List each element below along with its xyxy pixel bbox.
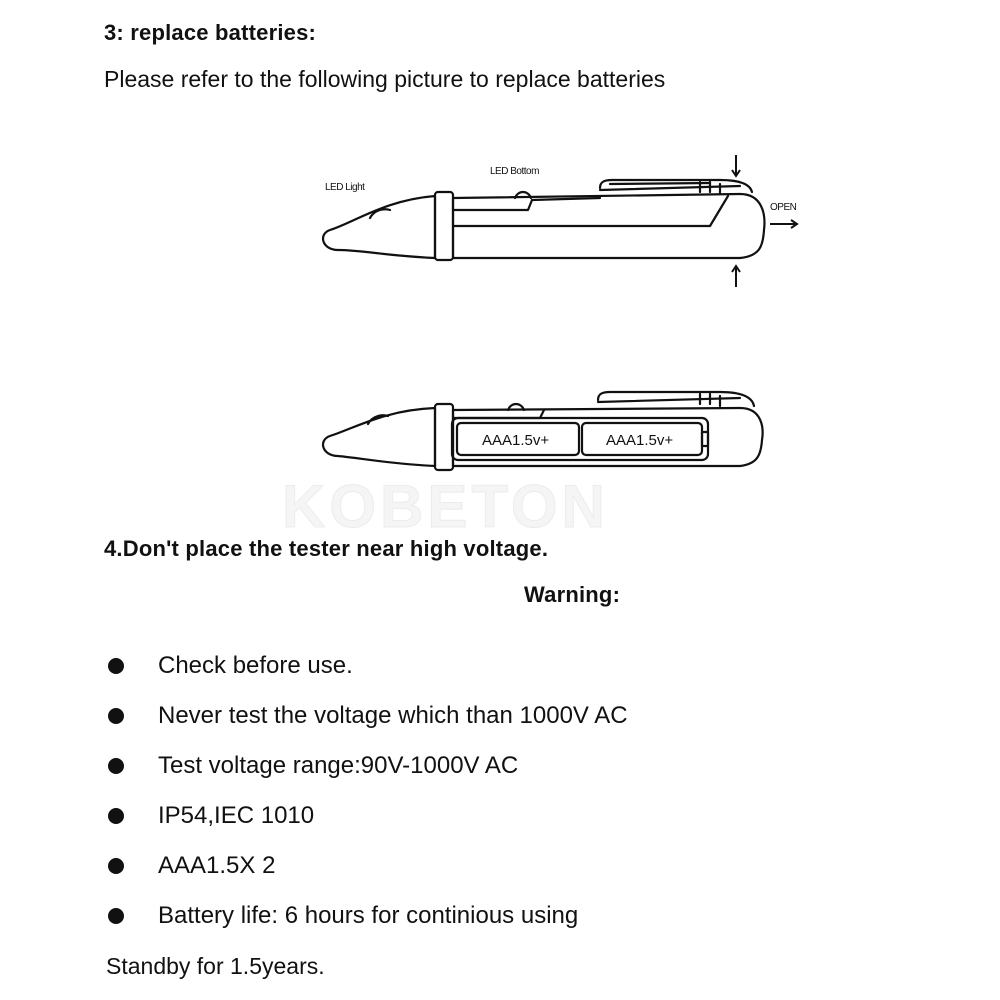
list-item: Test voltage range:90V-1000V AC: [108, 750, 628, 800]
list-item: AAA1.5X 2: [108, 850, 628, 900]
section4-heading: 4.Don't place the tester near high voltage.: [104, 536, 549, 561]
tester-closed-diagram: [300, 150, 820, 300]
battery-1-label: AAA1.5v+: [482, 432, 550, 449]
bullet-icon: [108, 808, 124, 824]
warning-heading: Warning:: [524, 582, 621, 607]
open-label: OPEN: [770, 202, 797, 213]
section3-heading: 3: replace batteries:: [104, 20, 317, 45]
tester-closed-illustration: [300, 150, 820, 300]
bullet-icon: [108, 908, 124, 924]
battery-2-label: AAA1.5v+: [606, 432, 674, 449]
watermark: KOBETON: [282, 473, 609, 540]
tester-open-illustration: [300, 380, 820, 480]
bullet-icon: [108, 658, 124, 674]
section3-intro: Please refer to the following picture to replace batteries: [104, 66, 666, 92]
tester-open-diagram: [300, 380, 820, 480]
warning-list: [108, 650, 628, 950]
standby-text: Standby for 1.5years.: [106, 953, 325, 979]
list-item: IP54,IEC 1010: [108, 800, 628, 850]
bullet-icon: [108, 708, 124, 724]
list-item: Check before use.: [108, 650, 628, 700]
bullet-icon: [108, 858, 124, 874]
list-item: Never test the voltage which than 1000V AC: [108, 700, 628, 750]
list-item: Battery life: 6 hours for continious using: [108, 900, 628, 950]
led-light-label: LED Light: [325, 182, 365, 193]
bullet-icon: [108, 758, 124, 774]
led-bottom-label: LED Bottom: [490, 166, 539, 177]
